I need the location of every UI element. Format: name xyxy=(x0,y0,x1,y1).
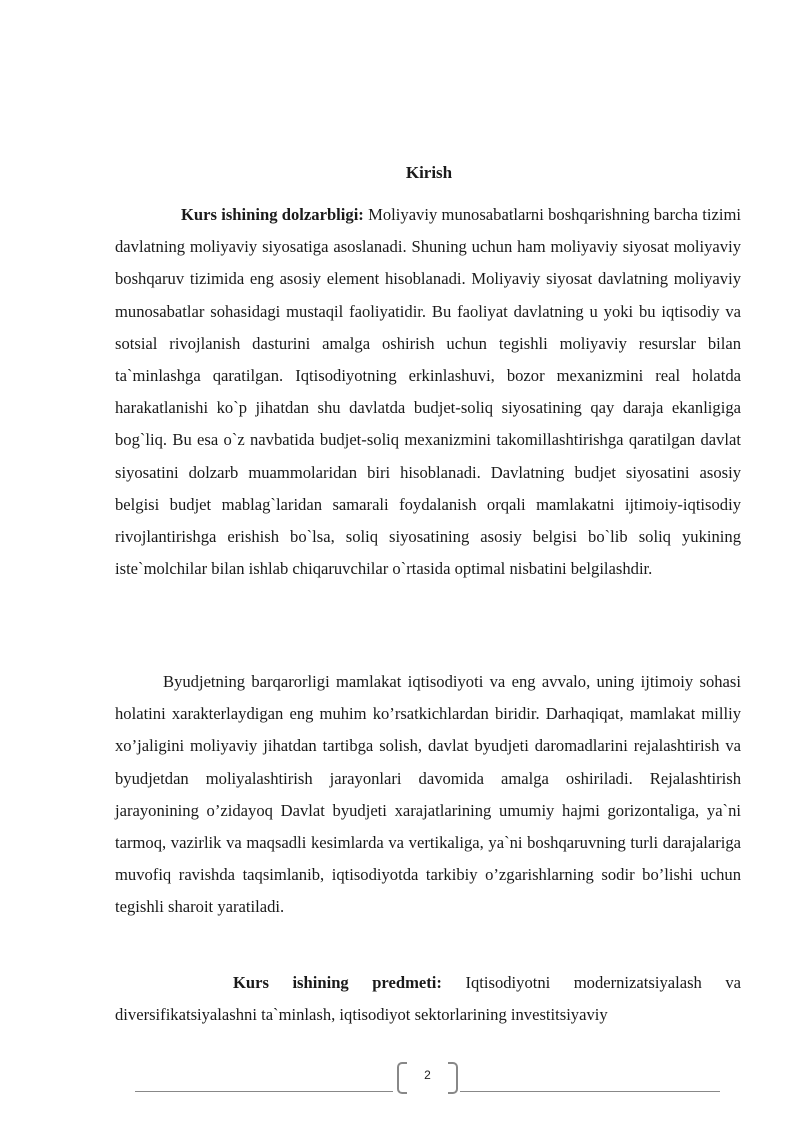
relevance-text: Moliyaviy munosabatlarni boshqarishning barcha tizimi davlatning moliyaviy siyosatiga asoslanadi. Shuning uchun ham moliyaviy siyosat moliyaviy boshqaruv tizimida eng asosiy element hisoblanadi. Moliyaviy siyosat davlatning moliyaviy munosabatlar sohasidagi mustaqil faoliyatidir. Bu faoliyat davlatning u yoki bu iqtisodiy va sotsial rivojlanish dasturini amalga oshirish uchun tegishli moliyaviy resurslar bilan ta`minlashga qaratilgan. Iqtisodiyotning erkinlashuvi, bozor mexanizmini real holatda harakatlanishi ko`p jihatdan shu davlatda budjet-soliq siyosatining qay daraja ekanligiga bog`liq. Bu esa o`z navbatida budjet-soliq mexanizmini takomillashtirishga qaratilgan davlat siyosatini dolzarb muammolaridan biri hisoblanadi. Davlatning budjet siyosatini asosiy belgisi budjet mablag`laridan samarali foydalanish orqali mamlakatni ijtimoiy-iqtisodiy rivojlantirishga erishish bo`lsa, soliq siyosatining asosiy belgisi bo`lib soliq yukining iste`molchilar bilan ishlab chiqaruvchilar o`rtasida optimal nisbatini belgilashdir. xyxy=(115,205,742,579)
footer-rule-left xyxy=(135,1091,393,1092)
page-footer xyxy=(135,1062,720,1092)
subject-text: Iqtisodiyotni modernizatsiyalash va diversifikatsiyalashni ta`minlash, iqtisodiyot sektorlarining investitsiyaviy xyxy=(115,973,741,1025)
footer-bracket-right xyxy=(448,1062,458,1094)
section-heading: Kirish xyxy=(405,163,453,182)
subject-label: Kurs ishining predmeti: xyxy=(233,973,442,992)
paragraph-relevance xyxy=(115,199,741,585)
relevance-label: Kurs ishining dolzarbligi: xyxy=(181,205,364,224)
paragraph-subject xyxy=(115,967,741,1031)
footer-rule-right xyxy=(460,1091,720,1092)
page-number: 2 xyxy=(424,1068,431,1082)
paragraph-budget-stability xyxy=(115,666,741,924)
budget-stability-text: Byudjetning barqarorligi mamlakat iqtisodiyoti va eng avvalo, uning ijtimoiy sohasi holatini xarakterlaydigan eng muhim ko’rsatkichlardan biridir. Darhaqiqat, mamlakat milliy xo’jaligini moliyaviy jihatdan tartibga solish, davlat byudjeti daromadlarini rejalashtirish va byudjetdan moliyalashtirish jarayonlari davomida amalga oshiriladi. Rejalashtirish jarayonining o’zidayoq Davlat byudjeti xarajatlarining umumiy hajmi gorizontaliga, ya`ni tarmoq, vazirlik va maqsadli kesimlarda va vertikaliga, ya`ni boshqaruvning turli darajalariga muvofiq ravishda taqsimlanib, iqtisodiyotda tarkibiy o’zgarishlarning sodir bo’lishi uchun tegishli sharoit yaratiladi. xyxy=(115,672,741,917)
